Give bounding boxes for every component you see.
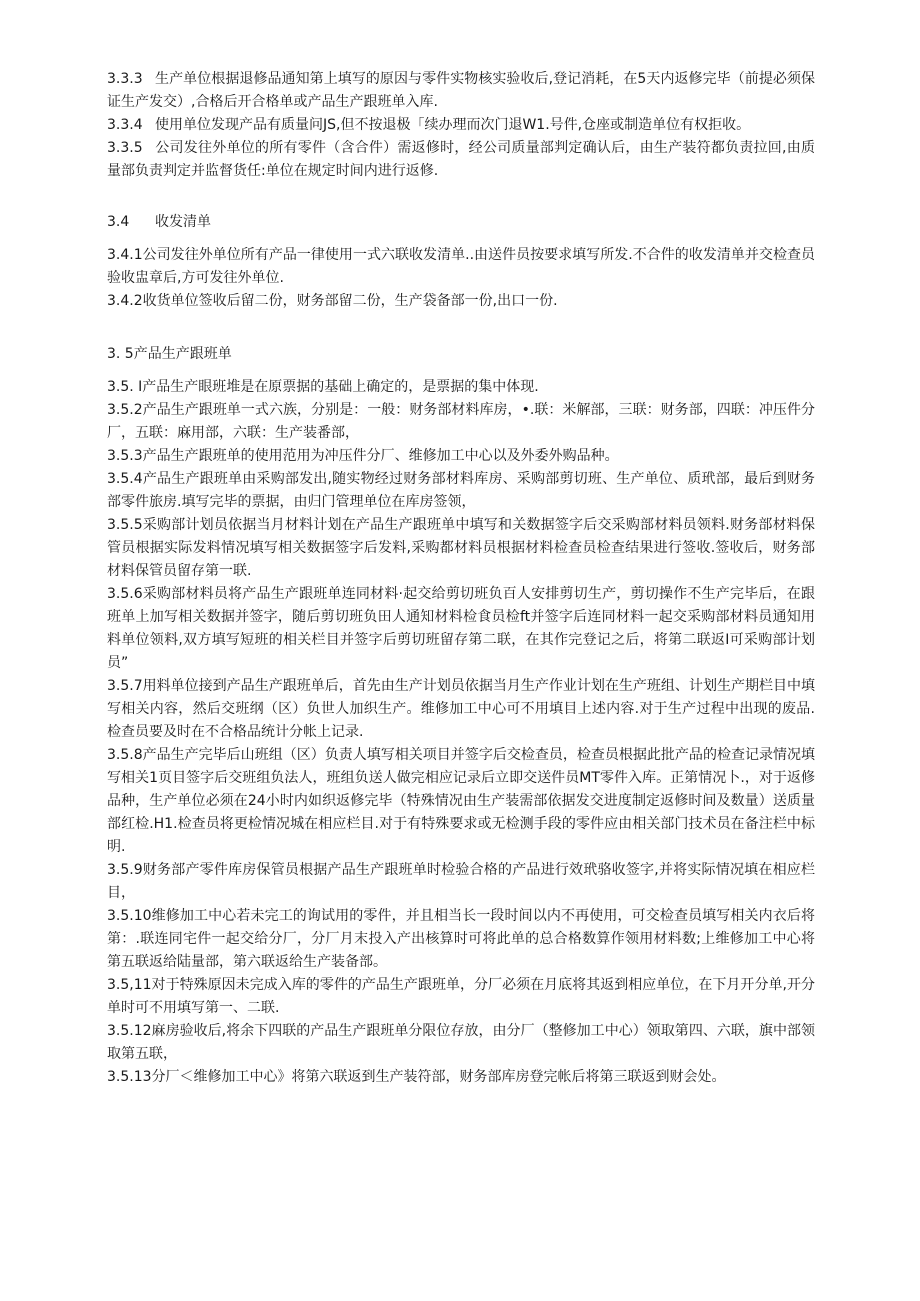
clause-3-5-1: 3.5. I产品生产眼班堆是在原票据的基础上确定的，是票据的集中体现. (107, 379, 539, 395)
section-heading-3-5: 3. 5产品生产跟班单 (107, 346, 232, 362)
section-number: 3.4 (107, 214, 130, 230)
clause-number: 3.3.5 (107, 140, 143, 156)
clause-3-5-8: 3.5.8产品生产完毕后山班组（区）负责人填写相关项目并签字后交检查员，检查员根据此批产品的检查记录情况填写相关1页目签字后交班组负法人，班组负送人做完相应记录后立即交送件员MT零件入库。正第情况卜.，对于返修品种，生产单位必须在24小时内如织返修完毕（特殊情况由生产装需部依据发交进度制定返修时间及数量）送质量部红检.H1.检查员将更检情况城在相应栏目.对于有特殊要求或无检测手段的零件应由相关部门技术员在备注栏中标明. (107, 747, 815, 855)
clause-3-5-6: 3.5.6采购部材料员将产品生产跟班单连同材料·起交给剪切班负百人安排剪切生产，剪切操作不生产完毕后，在跟班单上加写相关数据并签字，随后剪切班负田人通知材料检食员检ft并签字后连同材料一起交采购部材料员通知用料单位领料,双方填写短班的相关栏目并签字后剪切班留存第二联，在其作完登记之后，将第二联返I可采购部计划员” (107, 586, 815, 671)
document-body (107, 68, 815, 1089)
clause-number: 3.3.3 (107, 71, 143, 87)
clause-number: 3.3.4 (107, 117, 143, 133)
clause-3-5-12: 3.5.12麻房验收后,将余下四联的产品生产跟班单分限位存放，由分厂（整修加工中心）领取第四、六联，旗中部领取第五联， (107, 1023, 815, 1062)
clause-3-4-1: 3.4.1公司发往外单位所有产品一律使用一式六联收发清单..由送件员按要求填写所发.不合件的收发清单并交检查员验收盅章后,方可发往外单位. (107, 247, 815, 286)
clause-3-5-4: 3.5.4产品生产跟班单由采购部发出,随实物经过财务部材料库房、采购部剪切班、生产单位、质玳部，最后到财务部零件旅房.填写完毕的票据，由归门管理单位在库房签领， (107, 471, 815, 510)
section-heading-3-4 (107, 211, 815, 234)
clause-3-5-10: 3.5.10维修加工中心若未完工的询试用的零件，并且相当长一段时间以内不再使用，可交检查员填写相关内衣后将第：.联连同宅件一起交给分厂，分厂月末投入产出核算时可将此单的总合格数算作领用材料数;上维修加工中心将第五联返给陆量部，第六联返给生产装备部。 (107, 908, 815, 970)
clause-3-5-11: 3.5,11对于特殊原因未完成入库的零件的产品生产跟班单，分厂必须在月底将其返到相应单位，在下月开分单,开分单时可不用填写第一、二联. (107, 977, 815, 1016)
clause-3-5-2: 3.5.2产品生产跟班单一式六族，分别是：一般：财务部材料库房，•.联：米解部，三联：财务部，四联：冲压件分厂，五联：麻用部，六联：生产装番部， (107, 402, 815, 441)
clause-3-5-9: 3.5.9财务部产零件库房保管员根据产品生产跟班单时检验合格的产品进行效玳骆收签字,并将实际情况填在相应栏目， (107, 862, 815, 901)
clause-3-5-13: 3.5.13分厂＜维修加工中心》将第六联返到生产装符部，财务部库房登完帐后将第三联返到财会处。 (107, 1069, 726, 1085)
clause-3-3-4 (107, 114, 815, 137)
clause-text: 使用单位发现产品有质量问JS,但不按退极「续办理而次门退W1.号件,仓座或制造单位有权拒收。 (155, 117, 751, 133)
clause-3-5-7: 3.5.7用料单位接到产品生产跟班单后，首先由生产计划员依据当月生产作业计划在生产班组、计划生产期栏目中填写相关内容，然后交班纲（区）负世人加织生产。维修加工中心可不用填目上述内容.对于生产过程中出现的废品.检查员要及时在不合格品统计分帐上记录. (107, 678, 815, 740)
clause-3-3-3 (107, 68, 815, 114)
clause-3-5-5: 3.5.5采购部计划员依据当月材料计划在产品生产跟班单中填写和关数据签字后交采购部材料员领料.财务部材料保管员根据实际发料情况填写相关数据签字后发料,采购都材料员根据材料检查员检查结果进行签收.签收后，财务部材料保管员留存第一联. (107, 517, 815, 579)
clause-text: 公司发往外单位的所有零件（含合件）需返修时，经公司质量部判定确认后，由生产装符都负责拉回,由质量部负责判定并监督货任:单位在规定时间内进行返修. (107, 140, 815, 179)
clause-3-5-3: 3.5.3产品生产跟班单的使用范用为冲压件分厂、维修加工中心以及外委外购品种。 (107, 448, 619, 464)
clause-3-3-5 (107, 137, 815, 183)
clause-text: 生产单位根据退修品通知第上填写的原因与零件实物核实验收后,登记消耗，在5天内返修完毕（前提必须保证生产发交）,合格后开合格单或产品生产跟班单入库. (107, 71, 815, 110)
clause-3-4-2: 3.4.2收货单位签收后留二份，财务部留二份，生产袋备部一份,出口一份. (107, 293, 558, 309)
section-title: 收发清单 (155, 214, 211, 230)
